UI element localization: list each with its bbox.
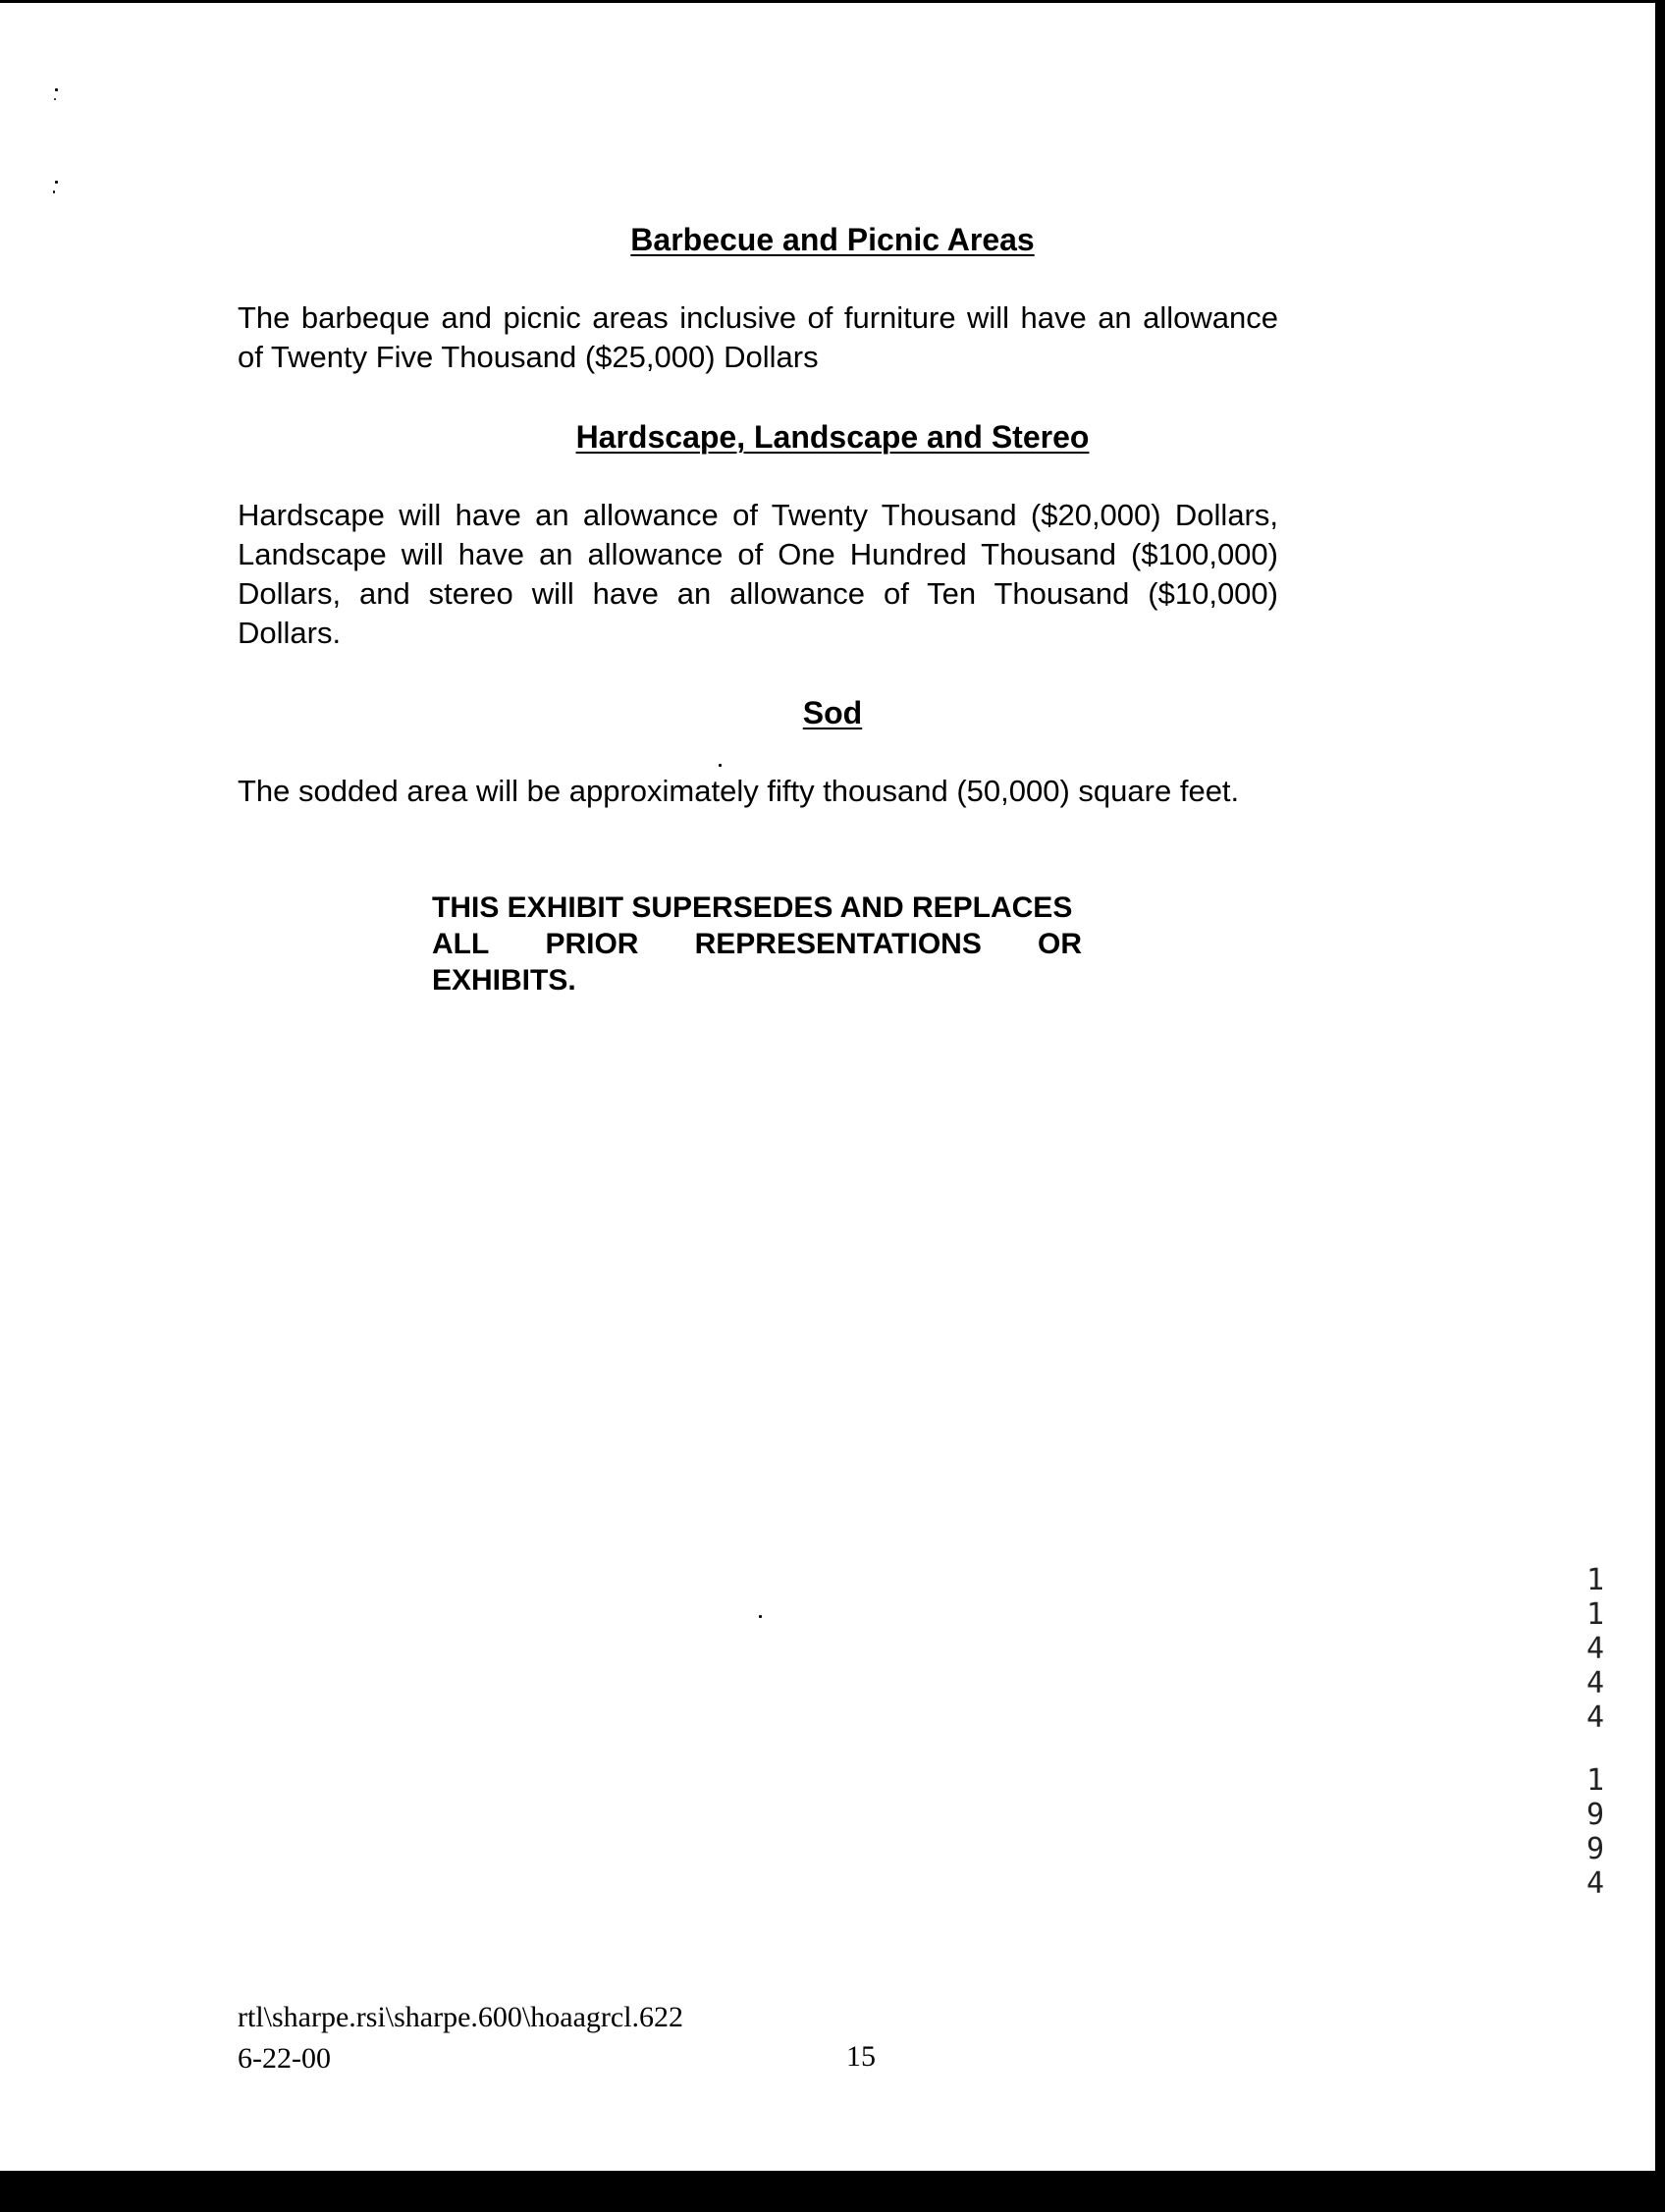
exhibit-line: THIS EXHIBIT SUPERSEDES AND REPLACES <box>432 891 1073 924</box>
section-body-hardscape <box>238 496 1278 653</box>
footer-date: 6-22-00 <box>238 2042 331 2075</box>
body-line: Dollars, and stereo will have an allowance of Ten Thousand ($10,000) <box>238 576 1278 611</box>
section-body-barbecue <box>238 298 1278 377</box>
exhibit-word: PRIOR <box>545 928 639 960</box>
side-stamp-number-1: 11444 <box>1585 1563 1605 1735</box>
scan-border-bottom <box>0 2171 1665 2212</box>
body-line: The sodded area will be approximately fifty thousand (50,000) square feet. <box>238 774 1240 808</box>
scan-speck <box>759 1615 762 1618</box>
section-heading-barbecue: Barbecue and Picnic Areas <box>630 222 1035 257</box>
exhibit-word: REPRESENTATIONS <box>694 928 982 960</box>
body-line: Hardscape will have an allowance of Twenty Thousand ($20,000) Dollars, <box>238 498 1278 532</box>
body-line: Landscape will have an allowance of One Hundred Thousand ($100,000) <box>238 537 1278 571</box>
scan-border-top <box>0 0 1665 3</box>
scan-border-right <box>1655 0 1665 2212</box>
exhibit-line <box>432 926 1082 962</box>
exhibit-line: EXHIBITS. <box>432 964 576 997</box>
exhibit-notice <box>432 890 1082 998</box>
exhibit-word: OR <box>1037 928 1082 960</box>
scan-speck <box>719 764 722 767</box>
body-line: Dollars. <box>238 616 342 650</box>
exhibit-word: ALL <box>432 928 490 960</box>
scan-speck <box>53 190 55 193</box>
scan-speck <box>54 98 56 100</box>
footer-file-path: rtl\sharpe.rsi\sharpe.600\hoaagrcl.622 <box>238 2001 684 2033</box>
scan-speck <box>55 88 58 91</box>
section-body-sod <box>238 772 1278 811</box>
section-heading-hardscape: Hardscape, Landscape and Stereo <box>575 419 1090 455</box>
scan-speck <box>55 181 58 184</box>
body-line: The barbeque and picnic areas inclusive of furniture will have an allowance <box>238 300 1278 335</box>
side-stamp-number-2: 1994 <box>1585 1763 1605 1901</box>
section-heading-sod: Sod <box>802 695 863 730</box>
body-line: of Twenty Five Thousand ($25,000) Dollars <box>238 340 819 374</box>
page-number: 15 <box>846 2040 876 2073</box>
